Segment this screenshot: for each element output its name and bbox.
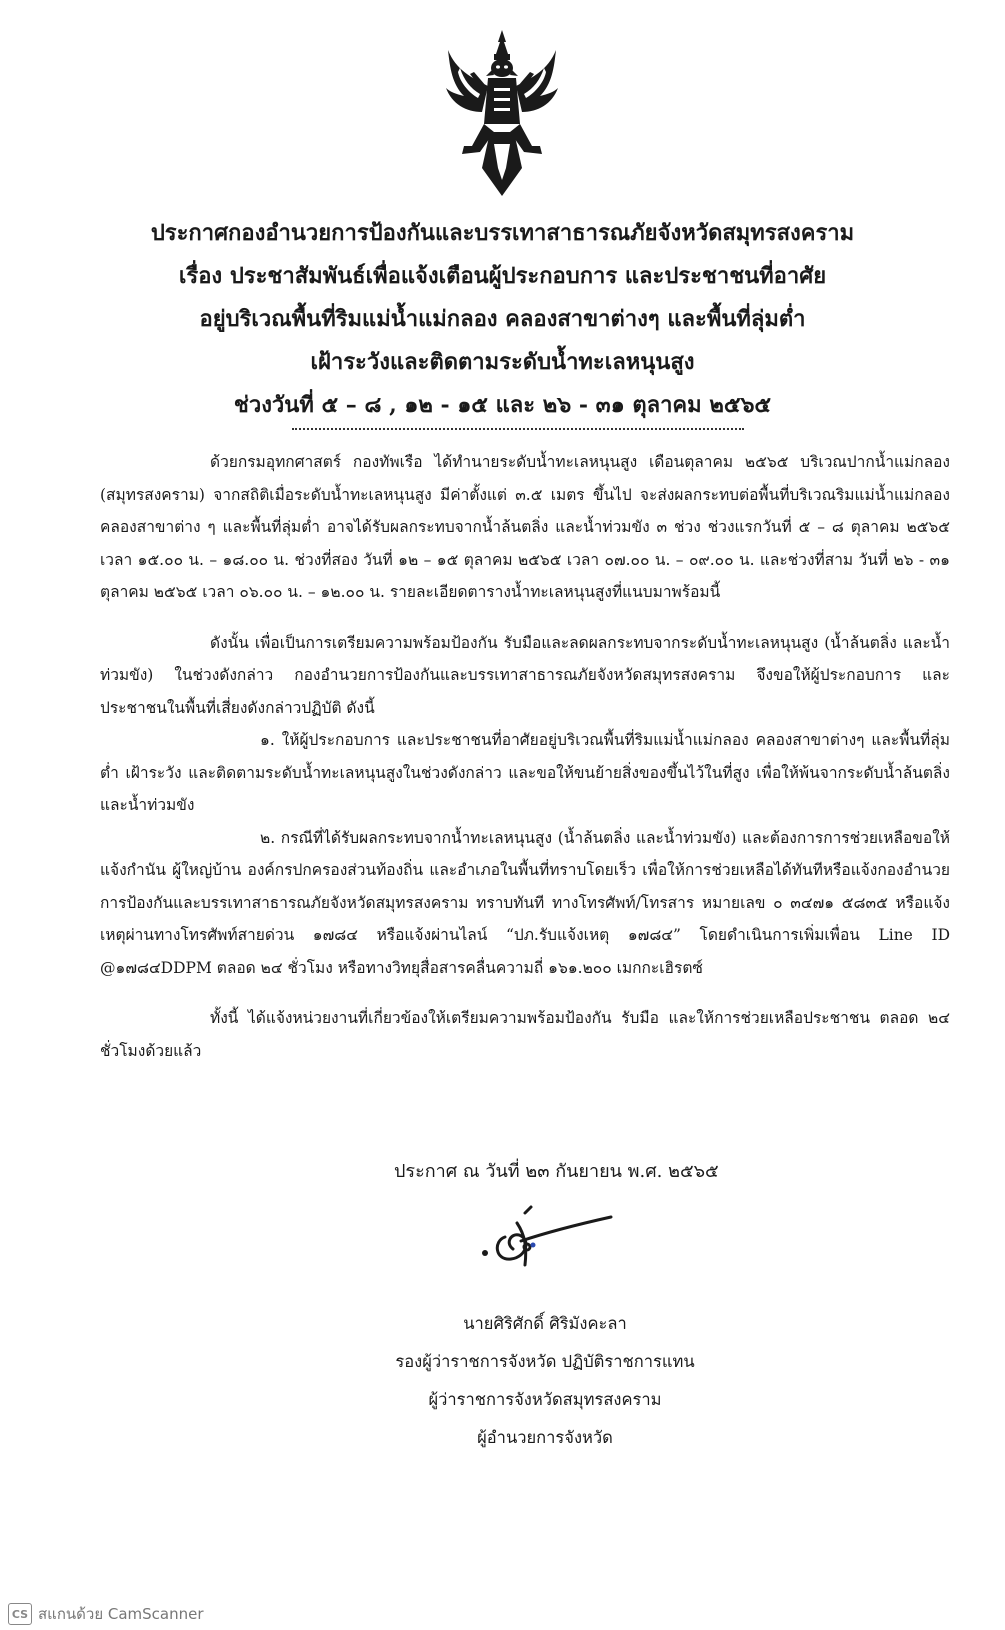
instruction-item-1: ๑. ให้ผู้ประกอบการ และประชาชนที่อาศัยอยู่บริเวณพื้นที่ริมแม่น้ำแม่กลอง คลองสาขาต่างๆ และพื้นที่ลุ่มต่ำ เฝ้าระวัง และติดตามระดับน้ำทะเลหนุนสูงในช่วงดังกล่าว และขอให้ขนย้ายสิ่งของขึ้นไว้ในที่สูง เพื่อให้พ้นจากระดับน้ำล้นตลิ่ง และน้ำท่วมขัง <box>100 731 950 814</box>
announcement-heading <box>60 212 945 427</box>
garuda-emblem-icon <box>442 28 562 200</box>
signatory-block <box>330 1305 760 1457</box>
heading-line-5: ช่วงวันที่ ๕ – ๘ , ๑๒ - ๑๕ และ ๒๖ - ๓๑ ตุลาคม ๒๕๖๕ <box>233 392 772 418</box>
announcement-date: ประกาศ ณ วันที่ ๒๓ กันยายน พ.ศ. ๒๕๖๕ <box>394 1161 719 1182</box>
signatory-name: นายศิริศักดิ์ ศิริมังคะลา <box>463 1314 627 1333</box>
paragraph-request: ดังนั้น เพื่อเป็นการเตรียมความพร้อมป้องกัน รับมือและลดผลกระทบจากระดับน้ำทะเลหนุนสูง (น้ำล้นตลิ่ง และน้ำท่วมขัง) ในช่วงดังกล่าว กองอำนวยการป้องกันและบรรเทาสาธารณภัยจังหวัดสมุทรสงคราม จึงขอให้ผู้ประกอบการ และประชาชนในพื้นที่เสี่ยงดังกล่าวปฏิบัติ ดังนี้ <box>100 633 950 717</box>
instruction-item-2: ๒. กรณีที่ได้รับผลกระทบจากน้ำทะเลหนุนสูง (น้ำล้นตลิ่ง และน้ำท่วมขัง) และต้องการการช่วยเหลือขอให้แจ้งกำนัน ผู้ใหญ่บ้าน องค์กรปกครองส่วนท้องถิ่น และอำเภอในพื้นที่ทราบโดยเร็ว เพื่อให้การช่วยเหลือได้ทันทีหรือแจ้งกองอำนวยการป้องกันและบรรเทาสาธารณภัยจังหวัดสมุทรสงคราม ทราบทันที ทางโทรศัพท์/โทรสาร หมายเลข ๐ ๓๔๗๑ ๕๘๓๕ หรือแจ้งเหตุผ่านทางโทรศัพท์สายด่วน ๑๗๘๔ หรือแจ้งผ่านไลน์ “ปภ.รับแจ้งเหตุ ๑๗๘๔” โดยดำเนินการเพิ่มเพื่อน Line ID @๑๗๘๔DDPM ตลอด ๒๔ ชั่วโมง หรือทางวิทยุสื่อสารคลื่นความถี่ ๑๖๑.๒๐๐ เมกกะเฮิรตซ์ <box>100 828 950 977</box>
camscanner-logo-icon: CS <box>8 1603 32 1625</box>
dotted-divider <box>292 428 744 430</box>
paragraph-background: ด้วยกรมอุทกศาสตร์ กองทัพเรือ ได้ทำนายระดับน้ำทะเลหนุนสูง เดือนตุลาคม ๒๕๖๕ บริเวณปากน้ำแม่กลอง (สมุทรสงคราม) จากสถิติเมื่อระดับน้ำทะเลหนุนสูง มีค่าตั้งแต่ ๓.๕ เมตร ขึ้นไป จะส่งผลกระทบต่อพื้นที่บริเวณริมแม่น้ำแม่กลอง คลองสาขาต่าง ๆ และพื้นที่ลุ่มต่ำ อาจได้รับผลกระทบจากน้ำล้นตลิ่ง และน้ำท่วมขัง ๓ ช่วง ช่วงแรกวันที่ ๕ – ๘ ตุลาคม ๒๕๖๕ เวลา ๑๕.๐๐ น. – ๑๘.๐๐ น. ช่วงที่สอง วันที่ ๑๒ – ๑๕ ตุลาคม ๒๕๖๕ เวลา ๐๗.๐๐ น. – ๐๙.๐๐ น. และช่วงที่สาม วันที่ ๒๖ - ๓๑ ตุลาคม ๒๕๖๕ เวลา ๐๖.๐๐ น. – ๑๒.๐๐ น. รายละเอียดตารางน้ำทะเลหนุนสูงที่แนบมาพร้อมนี้ <box>100 453 950 601</box>
announcement-body <box>100 446 950 1067</box>
camscanner-text: สแกนด้วย CamScanner <box>38 1605 204 1623</box>
handwritten-signature <box>465 1195 615 1275</box>
signatory-position-3: ผู้อำนวยการจังหวัด <box>477 1428 613 1447</box>
signatory-position-2: ผู้ว่าราชการจังหวัดสมุทรสงคราม <box>428 1390 662 1409</box>
paragraph-closing: ทั้งนี้ ได้แจ้งหน่วยงานที่เกี่ยวข้องให้เตรียมความพร้อมป้องกัน รับมือ และให้การช่วยเหลือประชาชน ตลอด ๒๔ ชั่วโมงด้วยแล้ว <box>100 1009 950 1060</box>
heading-line-4: เฝ้าระวังและติดตามระดับน้ำทะเลหนุนสูง <box>310 349 695 375</box>
heading-line-1: ประกาศกองอำนวยการป้องกันและบรรเทาสาธารณภัยจังหวัดสมุทรสงคราม <box>150 220 855 246</box>
heading-line-3: อยู่บริเวณพื้นที่ริมแม่น้ำแม่กลอง คลองสาขาต่างๆ และพื้นที่ลุ่มต่ำ <box>199 306 806 332</box>
signatory-position-1: รองผู้ว่าราชการจังหวัด ปฏิบัติราชการแทน <box>395 1352 695 1371</box>
camscanner-watermark <box>8 1602 204 1626</box>
heading-line-2: เรื่อง ประชาสัมพันธ์เพื่อแจ้งเตือนผู้ประกอบการ และประชาชนที่อาศัย <box>178 263 827 289</box>
